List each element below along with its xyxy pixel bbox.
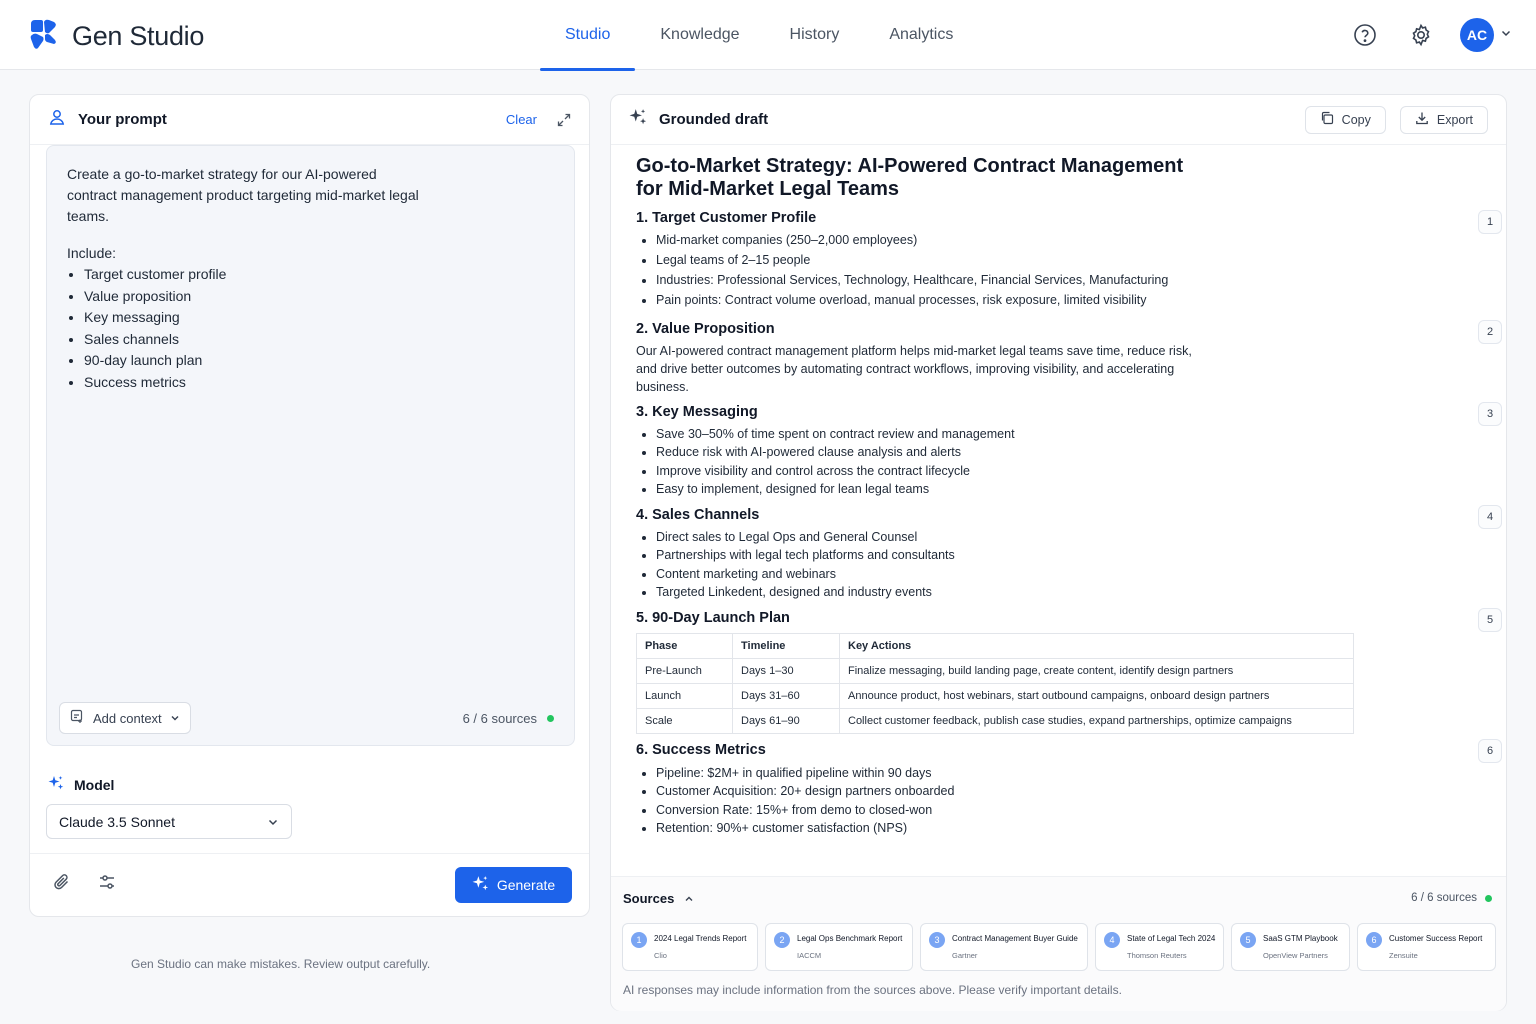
export-button[interactable] bbox=[1400, 106, 1488, 134]
section-heading: 2. Value Proposition bbox=[636, 320, 775, 337]
source-publisher: Zensuite bbox=[1389, 951, 1418, 960]
column-header: Phase bbox=[637, 633, 733, 658]
source-card[interactable] bbox=[920, 923, 1088, 971]
list-item: • Legal teams of 2–15 people bbox=[656, 251, 1466, 270]
source-title: Contract Management Buyer Guide bbox=[952, 934, 1078, 943]
sources-count-text: 6 / 6 sources bbox=[1411, 892, 1477, 904]
section-heading: 4. Sales Channels bbox=[636, 506, 760, 523]
list-item: • Customer Acquisition: 20+ design partners onboarded bbox=[656, 782, 1466, 801]
table-cell: Days 61–90 bbox=[733, 708, 840, 733]
list-item: • Key messaging bbox=[84, 307, 427, 329]
section-heading: 6. Success Metrics bbox=[636, 741, 766, 758]
prompt-content bbox=[47, 146, 447, 411]
gear-icon[interactable] bbox=[1404, 18, 1438, 52]
source-publisher: Clio bbox=[654, 951, 667, 960]
column-header: Key Actions bbox=[840, 633, 1354, 658]
list-item: • Success metrics bbox=[84, 372, 427, 394]
section-paragraph: Our AI-powered contract management platform helps mid-market legal teams save time, reduce risk, and drive better outcomes by automating contract workflows, improving visibility, and accelerating business. bbox=[636, 343, 1192, 394]
citation-badge[interactable]: 3 bbox=[1478, 402, 1502, 426]
source-card[interactable] bbox=[1231, 923, 1350, 971]
list-item: • Target customer profile bbox=[84, 264, 427, 286]
prompt-intro: Create a go-to-market strategy for our AI-powered contract management product targeting mid-market legal teams. bbox=[67, 166, 419, 224]
section-list bbox=[636, 425, 1466, 499]
tab-history[interactable]: History bbox=[789, 26, 840, 43]
draft-panel bbox=[610, 94, 1507, 1011]
list-item: • Content marketing and webinars bbox=[656, 565, 1466, 584]
tab-studio[interactable]: Studio bbox=[540, 0, 635, 70]
list-item: • Direct sales to Legal Ops and General Counsel bbox=[656, 528, 1466, 547]
prompt-include-list bbox=[67, 264, 427, 393]
top-actions bbox=[1348, 18, 1512, 52]
list-item: • Reduce risk with AI-powered clause analysis and alerts bbox=[656, 443, 1466, 462]
table-cell: Pre-Launch bbox=[637, 658, 733, 683]
status-dot bbox=[547, 715, 554, 722]
copy-icon bbox=[1320, 111, 1334, 128]
table-row bbox=[637, 708, 1354, 733]
table-cell: Days 31–60 bbox=[733, 683, 840, 708]
sparkle-icon bbox=[629, 108, 647, 131]
list-item: • Easy to implement, designed for lean legal teams bbox=[656, 480, 1466, 499]
copy-button[interactable] bbox=[1305, 106, 1386, 134]
source-publisher: Gartner bbox=[952, 951, 978, 960]
download-icon bbox=[1415, 111, 1429, 128]
draft-panel-header bbox=[611, 95, 1506, 145]
citation-badge[interactable]: 1 bbox=[1478, 210, 1502, 234]
sparkle-icon bbox=[48, 775, 64, 794]
draft-content bbox=[636, 155, 1494, 838]
tab-analytics[interactable]: Analytics bbox=[889, 26, 954, 43]
status-dot bbox=[1485, 895, 1492, 902]
section-heading: 1. Target Customer Profile bbox=[636, 210, 817, 226]
avatar: AC bbox=[1460, 18, 1494, 52]
source-number: 2 bbox=[774, 932, 790, 948]
section-launch-plan bbox=[636, 609, 1494, 734]
help-icon[interactable] bbox=[1348, 18, 1382, 52]
source-card[interactable] bbox=[1357, 923, 1496, 971]
section-sales-channels bbox=[636, 506, 1494, 602]
citation-badge[interactable]: 5 bbox=[1478, 608, 1502, 632]
app-name: Gen Studio bbox=[72, 21, 205, 51]
source-publisher: OpenView Partners bbox=[1263, 951, 1328, 960]
generate-button[interactable] bbox=[455, 867, 572, 903]
section-key-messaging bbox=[636, 403, 1494, 499]
source-title: State of Legal Tech 2024 bbox=[1127, 934, 1216, 943]
citation-badge[interactable]: 4 bbox=[1478, 505, 1502, 529]
list-item: • Improve visibility and control across the contract lifecycle bbox=[656, 462, 1466, 481]
chevron-down-icon bbox=[170, 711, 180, 726]
list-item: • Pain points: Contract volume overload, manual processes, risk exposure, limited visibility bbox=[656, 291, 1466, 310]
source-title: Customer Success Report bbox=[1389, 934, 1483, 943]
table-cell: Days 1–30 bbox=[733, 658, 840, 683]
brand[interactable] bbox=[28, 18, 204, 55]
add-context-button[interactable] bbox=[59, 702, 191, 734]
prompt-textarea[interactable] bbox=[46, 145, 575, 746]
source-publisher: IACCM bbox=[797, 951, 822, 960]
source-number: 6 bbox=[1366, 932, 1382, 948]
export-label: Export bbox=[1436, 112, 1473, 127]
context-icon bbox=[70, 709, 85, 727]
section-heading: 3. Key Messaging bbox=[636, 403, 758, 420]
left-disclaimer: Gen Studio can make mistakes. Review output carefully. bbox=[131, 957, 431, 971]
table-row bbox=[637, 683, 1354, 708]
prompt-toolbar bbox=[30, 853, 589, 917]
chevron-down-icon bbox=[1500, 26, 1512, 44]
chevron-down-icon bbox=[267, 816, 279, 828]
source-publisher: Thomson Reuters bbox=[1127, 951, 1187, 960]
section-list bbox=[636, 764, 1466, 838]
top-bar bbox=[0, 0, 1536, 70]
sources-title: Sources bbox=[623, 891, 675, 906]
launch-plan-table bbox=[636, 633, 1354, 734]
citation-badge[interactable]: 2 bbox=[1478, 320, 1502, 344]
source-title: SaaS GTM Playbook bbox=[1263, 934, 1338, 943]
add-context-label: Add context bbox=[93, 710, 162, 726]
list-item: • Conversion Rate: 15%+ from demo to closed-won bbox=[656, 801, 1466, 820]
section-list bbox=[636, 528, 1466, 602]
list-item: • Targeted Linkedent, designed and industry events bbox=[656, 583, 1466, 602]
sources-count-text: 6 / 6 sources bbox=[462, 711, 537, 726]
sources-count bbox=[1411, 892, 1492, 904]
user-icon bbox=[48, 108, 66, 131]
table-cell: Announce product, host webinars, start outbound campaigns, onboard design partners bbox=[840, 683, 1354, 708]
clear-button[interactable]: Clear bbox=[505, 112, 537, 127]
draft-actions bbox=[1305, 106, 1488, 134]
sources-disclaimer: AI responses may include information from the sources above. Please verify important details. bbox=[623, 983, 1122, 997]
column-header: Timeline bbox=[733, 633, 840, 658]
user-menu[interactable] bbox=[1460, 18, 1512, 52]
main-nav bbox=[540, 0, 978, 70]
list-item: • Retention: 90%+ customer satisfaction (NPS) bbox=[656, 819, 1466, 838]
model-select[interactable] bbox=[46, 804, 292, 839]
list-item: • Mid-market companies (250–2,000 employees) bbox=[656, 231, 1466, 250]
model-label bbox=[48, 775, 114, 794]
table-row bbox=[637, 658, 1354, 683]
list-item: • Partnerships with legal tech platforms and consultants bbox=[656, 546, 1466, 565]
list-item: • Save 30–50% of time spent on contract review and management bbox=[656, 425, 1466, 444]
list-item: • Pipeline: $2M+ in qualified pipeline within 90 days bbox=[656, 764, 1466, 783]
prompt-title: Your prompt bbox=[78, 111, 167, 128]
table-cell: Collect customer feedback, publish case studies, expand partnerships, optimize campaigns bbox=[840, 708, 1354, 733]
section-heading: 5. 90-Day Launch Plan bbox=[636, 609, 790, 626]
tab-knowledge[interactable]: Knowledge bbox=[660, 26, 740, 43]
model-selected-value: Claude 3.5 Sonnet bbox=[59, 813, 175, 830]
expand-icon[interactable] bbox=[557, 113, 571, 127]
doc-title: Go-to-Market Strategy: AI-Powered Contract Management for Mid-Market Legal Teams bbox=[636, 155, 1184, 200]
citation-badge[interactable]: 6 bbox=[1478, 739, 1502, 763]
model-label-text: Model bbox=[74, 776, 115, 793]
table-header-row bbox=[637, 633, 1354, 658]
prompt-panel bbox=[29, 94, 590, 917]
table-cell: Launch bbox=[637, 683, 733, 708]
section-value-proposition bbox=[636, 320, 1494, 396]
section-target-customer bbox=[636, 210, 1494, 310]
source-card[interactable] bbox=[765, 923, 913, 971]
source-number: 5 bbox=[1240, 932, 1256, 948]
source-title: Legal Ops Benchmark Report bbox=[797, 934, 903, 943]
sliders-icon[interactable] bbox=[97, 872, 117, 897]
generate-label: Generate bbox=[496, 877, 556, 893]
paperclip-icon[interactable] bbox=[52, 872, 72, 897]
copy-label: Copy bbox=[1341, 112, 1371, 127]
sources-toggle[interactable] bbox=[623, 891, 694, 906]
list-item: • Sales channels bbox=[84, 329, 427, 351]
table-cell: Finalize messaging, build landing page, create content, identify design partners bbox=[840, 658, 1354, 683]
prompt-panel-header bbox=[30, 95, 589, 145]
list-item: • Value proposition bbox=[84, 286, 427, 308]
prompt-sources-count bbox=[463, 711, 554, 726]
source-number: 4 bbox=[1104, 932, 1120, 948]
chevron-up-icon bbox=[684, 894, 694, 904]
table-cell: Scale bbox=[637, 708, 733, 733]
section-list bbox=[636, 231, 1466, 310]
list-item: • 90-day launch plan bbox=[84, 350, 427, 372]
source-title: 2024 Legal Trends Report bbox=[654, 934, 747, 943]
section-success-metrics bbox=[636, 741, 1494, 838]
prompt-include-label: Include: bbox=[67, 245, 117, 261]
source-card[interactable] bbox=[622, 923, 758, 971]
source-card[interactable] bbox=[1095, 923, 1224, 971]
list-item: • Industries: Professional Services, Technology, Healthcare, Financial Services, Manufacturing bbox=[656, 271, 1466, 290]
draft-header-title: Grounded draft bbox=[659, 111, 769, 128]
logo-icon bbox=[28, 18, 58, 55]
sparkle-icon bbox=[472, 875, 489, 895]
source-number: 1 bbox=[631, 932, 647, 948]
sources-section bbox=[611, 876, 1506, 1011]
source-number: 3 bbox=[929, 932, 945, 948]
